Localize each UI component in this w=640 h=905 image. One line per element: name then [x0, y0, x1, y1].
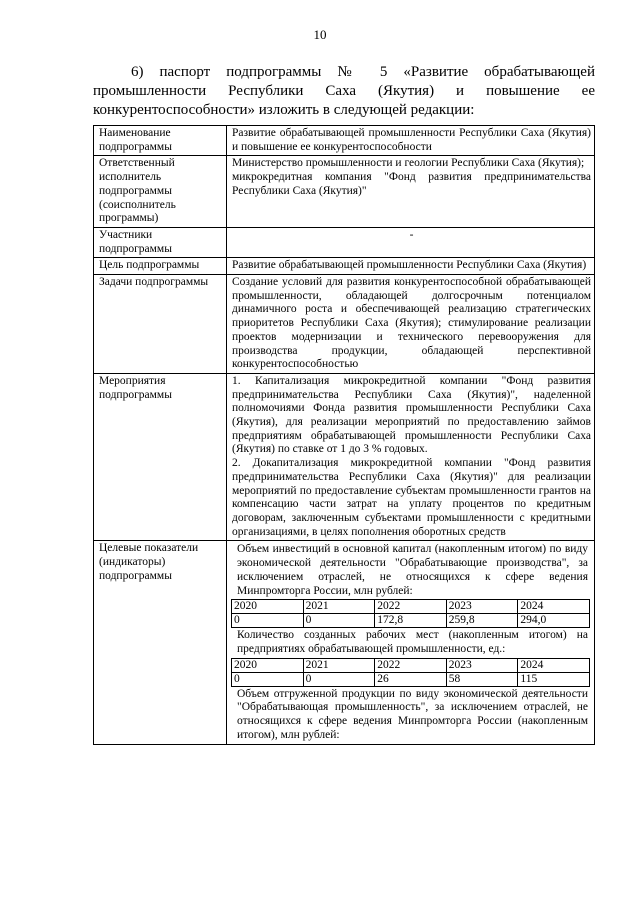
indicator-1-value: 0	[303, 614, 375, 628]
row-indicators-value	[227, 541, 595, 745]
intro-paragraph: 6) паспорт подпрограммы № 5 «Развитие обрабатывающей промышленности Республики Саха (Якутия) и повышение ее конкурентоспособности» изложить в следующей редакции:	[93, 64, 595, 118]
indicator-2-value: 0	[232, 672, 304, 686]
indicator-2-year: 2024	[518, 658, 590, 672]
indicator-1-year: 2023	[446, 600, 518, 614]
row-executor-label: Ответственный исполнитель подпрограммы (соисполнитель программы)	[94, 156, 227, 228]
row-participants	[94, 227, 595, 257]
indicator-1-value: 0	[232, 614, 304, 628]
row-tasks-value: Создание условий для развития конкурентоспособной обрабатывающей промышленности, обладающей долгосрочным потенциалом динамичного роста и обеспечивающей реализацию стратегических приоритетов Республики Саха (Якутия); стимулирование реализации проектов модернизации и технического перевооружения для производства продукции, обладающей перспективной конкурентоспособностью	[227, 275, 595, 374]
row-name-label: Наименование подпрограммы	[94, 126, 227, 156]
row-tasks	[94, 275, 595, 374]
row-indicators	[94, 541, 595, 745]
indicator-1-text: Объем инвестиций в основной капитал (накопленным итогом) по виду экономической деятельности "Обрабатывающие производства", за исключением отраслей, не относящихся к сфере ведения Минпромторга России, млн рублей:	[237, 543, 588, 597]
indicator-2-values-row	[232, 672, 590, 686]
row-executor	[94, 156, 595, 228]
indicator-1-year: 2022	[375, 600, 447, 614]
row-executor-value	[227, 156, 595, 228]
indicator-2-year: 2023	[446, 658, 518, 672]
measure-item-1: 1. Капитализация микрокредитной компании "Фонд развития предпринимательства Республики Саха (Якутия)", наделенной полномочиями Фонда развития промышленности Республики Саха (Якутия), для реализации мероприятий по предоставлению займов предприятиям обрабатывающей промышленности Республики Саха (Якутия) по ставке от 1 до 3 % годовых.	[232, 374, 591, 456]
row-goal	[94, 258, 595, 275]
indicator-1-year: 2020	[232, 600, 304, 614]
row-name-value: Развитие обрабатывающей промышленности Республики Саха (Якутия) и повышение ее конкурентоспособности	[227, 126, 595, 156]
indicator-1-year: 2024	[518, 600, 590, 614]
indicator-2-value: 26	[375, 672, 447, 686]
row-measures-label: Мероприятия подпрограммы	[94, 373, 227, 540]
executor-ministry: Министерство промышленности и геологии Республики Саха (Якутия);	[232, 157, 585, 170]
measure-item-2: 2. Докапитализация микрокредитной компании "Фонд развития предпринимательства Республики Саха (Якутия)" для реализации мероприятий по предоставление субъектам промышленности грантов на компенсацию части затрат на уплату процентов по кредитным договорам, заключенным субъектами промышленности с кредитными организациями, в целях пополнения оборотных средств	[232, 457, 591, 538]
indicator-2-value: 58	[446, 672, 518, 686]
row-participants-label: Участники подпрограммы	[94, 227, 227, 257]
indicator-2-table	[231, 658, 590, 687]
row-indicators-label: Целевые показатели (индикаторы) подпрограммы	[94, 541, 227, 745]
row-tasks-label: Задачи подпрограммы	[94, 275, 227, 374]
indicator-2-year: 2021	[303, 658, 375, 672]
page-number: 10	[313, 27, 327, 42]
indicator-1-value: 294,0	[518, 614, 590, 628]
indicator-1-year: 2021	[303, 600, 375, 614]
row-measures-value	[227, 373, 595, 540]
indicator-1-values-row	[232, 614, 590, 628]
indicator-1-value: 172,8	[375, 614, 447, 628]
indicator-2-year: 2020	[232, 658, 304, 672]
indicator-2-value: 0	[303, 672, 375, 686]
row-goal-label: Цель подпрограммы	[94, 258, 227, 275]
row-participants-value: -	[227, 227, 595, 257]
row-measures	[94, 373, 595, 540]
row-goal-value: Развитие обрабатывающей промышленности Республики Саха (Якутия)	[227, 258, 595, 275]
indicator-3-text: Объем отгруженной продукции по виду экономической деятельности "Обрабатывающая промышленность", за исключением отраслей, не относящихся к сфере ведения Минпромторга России (накопленным итогом), млн рублей:	[237, 687, 588, 741]
indicator-2-text: Количество созданных рабочих мест (накопленным итогом) на предприятиях обрабатывающей промышленности, ед.:	[237, 629, 588, 655]
subprogram-passport-table	[93, 125, 595, 745]
indicator-1-value: 259,8	[446, 614, 518, 628]
indicator-2-value: 115	[518, 672, 590, 686]
indicator-1-table	[231, 599, 590, 628]
row-name	[94, 126, 595, 156]
indicator-2-year: 2022	[375, 658, 447, 672]
indicator-2-years-row	[232, 658, 590, 672]
executor-fund: микрокредитная компания "Фонд развития предпринимательства Республики Саха (Якутия)"	[232, 171, 591, 197]
indicator-1-years-row	[232, 600, 590, 614]
